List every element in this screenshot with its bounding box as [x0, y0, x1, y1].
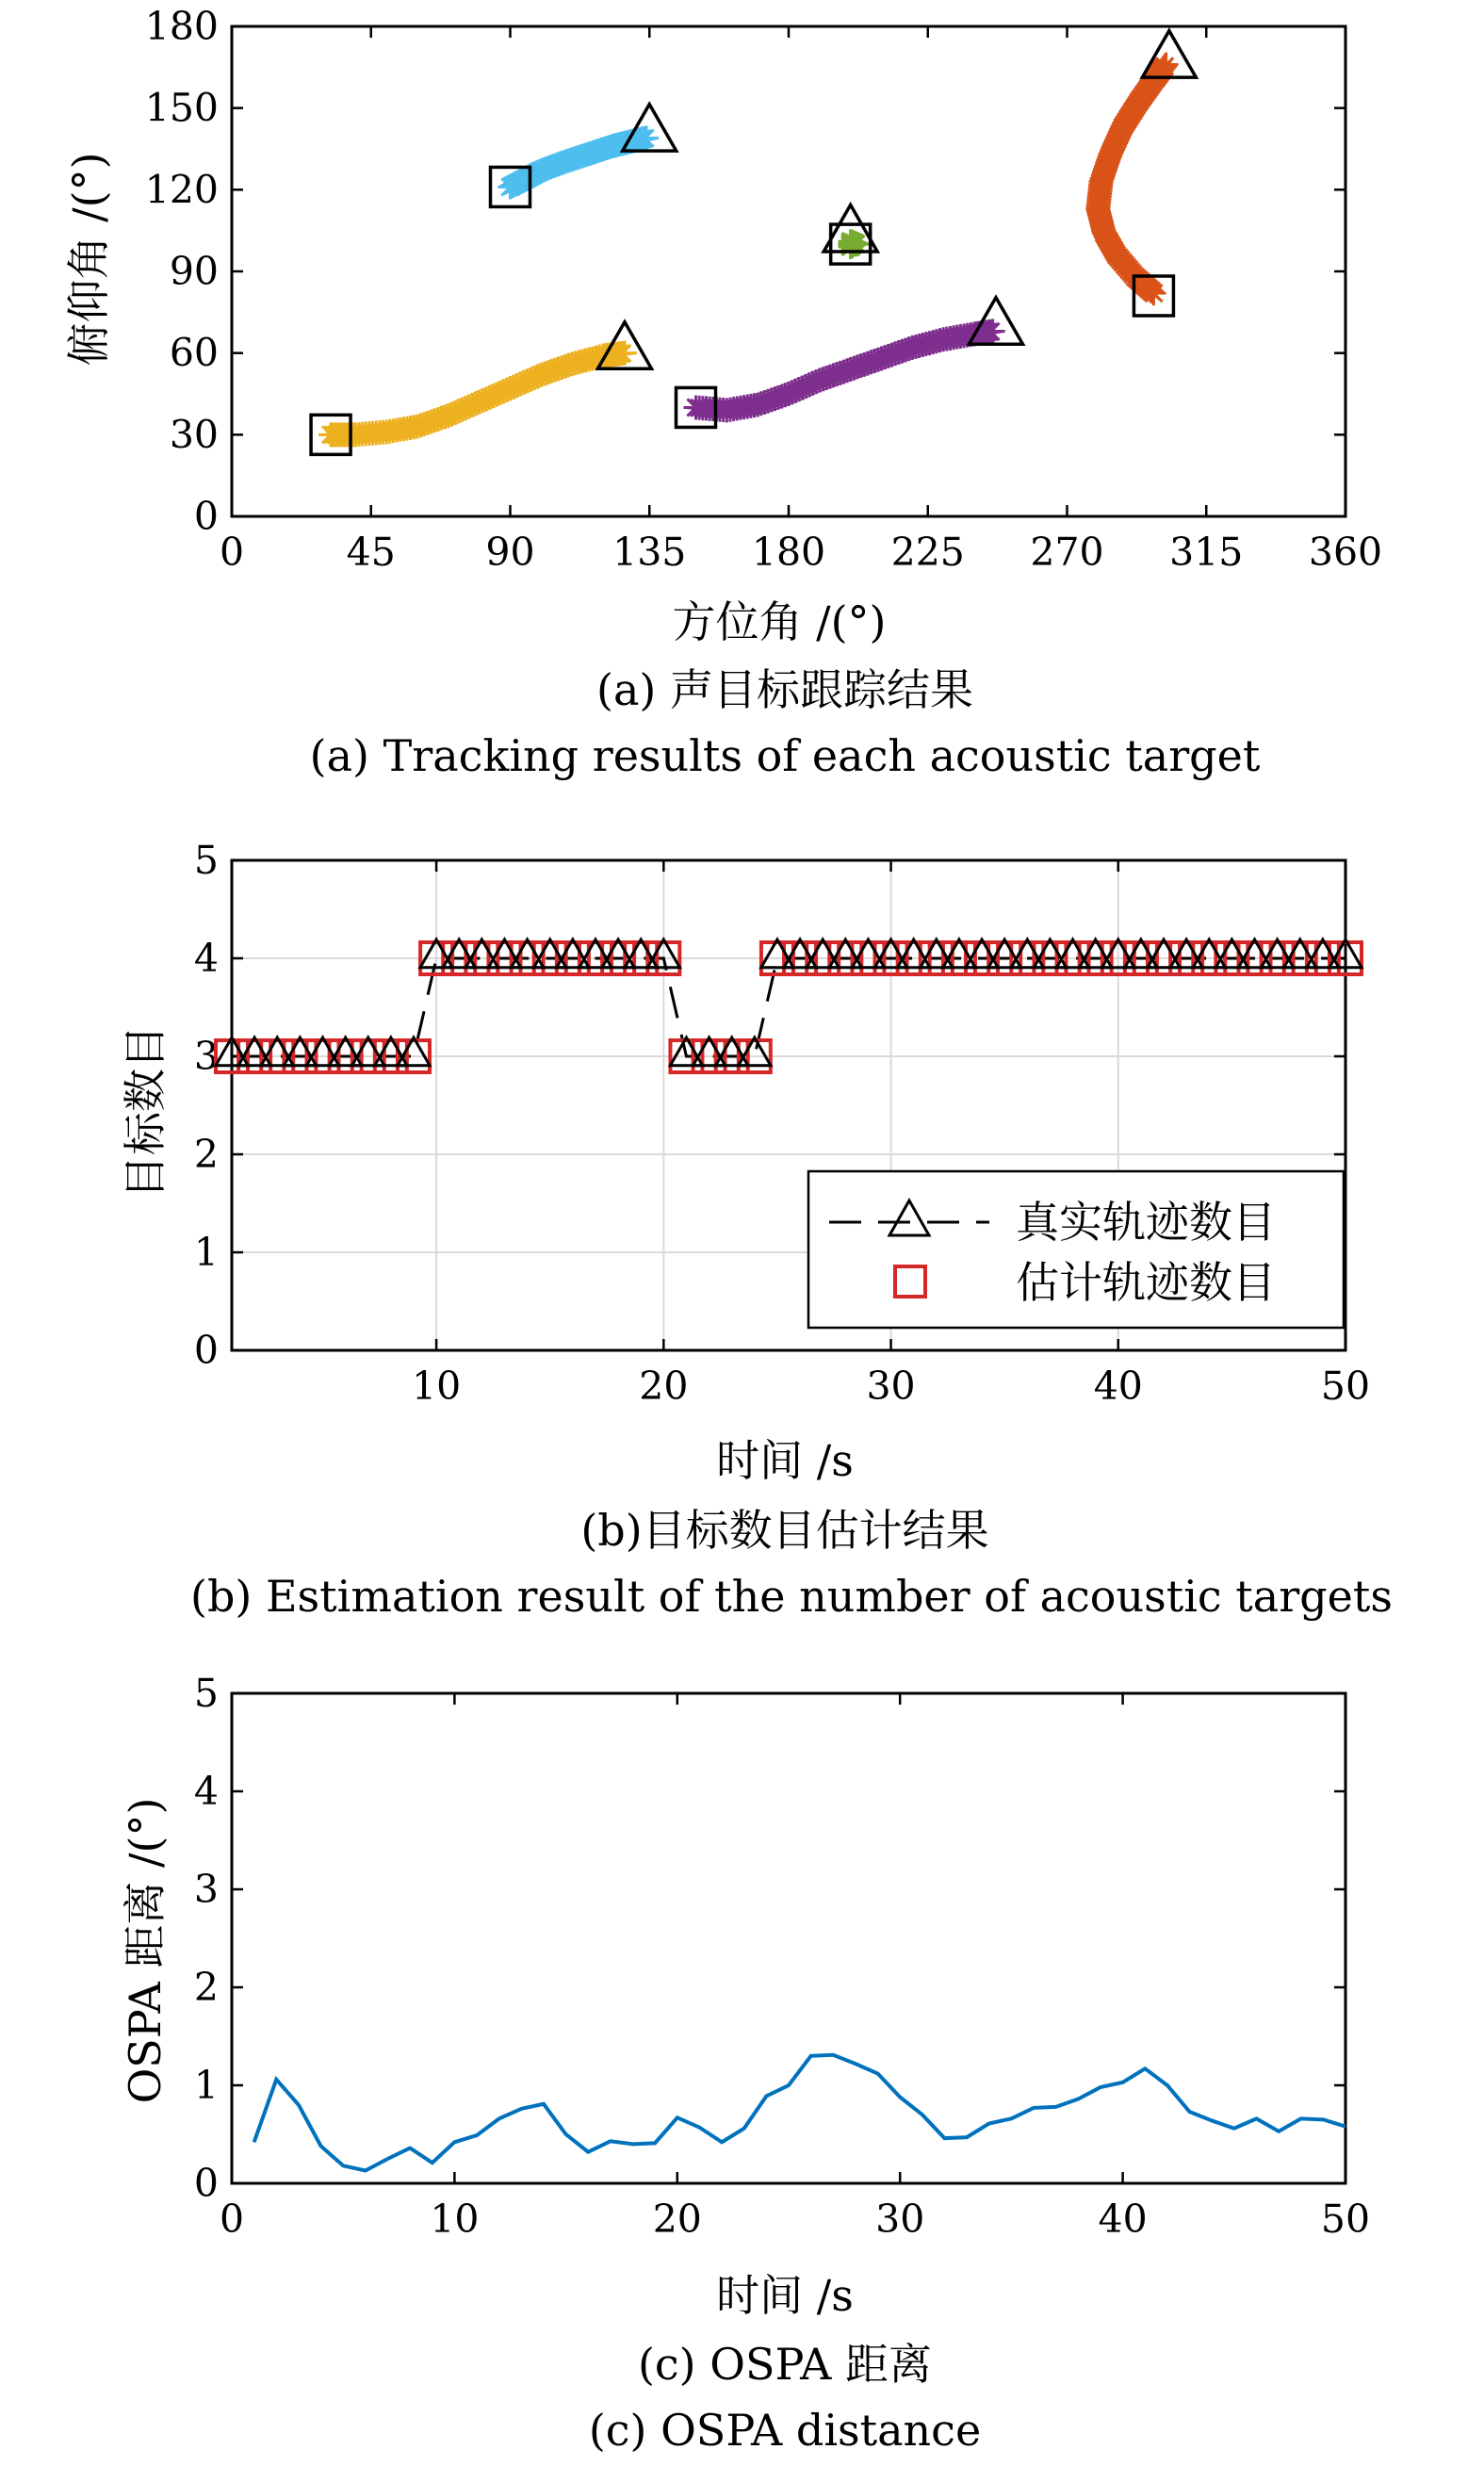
chart-a-xtick-label: 45 [346, 530, 396, 575]
chart-b-ytick-label: 2 [193, 1132, 219, 1177]
chart-a-xlabel: 方位角 /(°) [672, 596, 887, 647]
chart-a-xtick-label: 360 [1308, 530, 1383, 575]
chart-a-ytick-label: 150 [144, 85, 219, 131]
chart-a-ytick-label: 90 [169, 249, 219, 294]
chart-b-xlabel: 时间 /s [716, 1435, 854, 1486]
chart-a-caption-en: (a) Tracking results of each acoustic target [309, 730, 1261, 781]
chart-a-tracking [145, 4, 1382, 575]
chart-a-ytick-label: 60 [169, 330, 219, 376]
chart-b-xtick-label: 50 [1320, 1364, 1371, 1409]
chart-c-caption-cn: (c) OSPA 距离 [637, 2339, 933, 2390]
chart-c-xtick-label: 10 [430, 2197, 480, 2242]
chart-c-ytick-label: 5 [193, 1671, 219, 1716]
chart-a-xtick-label: 0 [219, 530, 245, 575]
legend-est-label: 估计轨迹数目 [1016, 1257, 1276, 1308]
chart-c-ytick-label: 4 [193, 1769, 219, 1814]
chart-c-xtick-label: 20 [652, 2197, 702, 2242]
chart-b-ytick-label: 1 [193, 1230, 219, 1275]
chart-c-xtick-label: 40 [1098, 2197, 1148, 2242]
chart-b-caption-en: (b) Estimation result of the number of acoustic targets [190, 1571, 1393, 1622]
chart-b-legend [808, 1171, 1344, 1328]
chart-c-ytick-label: 3 [193, 1867, 219, 1912]
chart-a-xtick-label: 225 [890, 530, 965, 575]
chart-b-ytick-label: 5 [193, 838, 219, 883]
legend-true-label: 真实轨迹数目 [1016, 1197, 1276, 1248]
chart-a-ytick-label: 180 [144, 4, 219, 49]
chart-a-caption-cn: (a) 声目标跟踪结果 [596, 664, 973, 715]
chart-a-xtick-label: 270 [1030, 530, 1104, 575]
chart-c-ytick-label: 2 [193, 1965, 219, 2010]
chart-c-xtick-label: 30 [875, 2197, 925, 2242]
chart-b-xtick-label: 30 [866, 1364, 916, 1409]
chart-a-ytick-label: 30 [169, 412, 219, 458]
chart-a-ytick-label: 120 [144, 167, 219, 213]
chart-b-ytick-label: 3 [193, 1034, 219, 1079]
chart-b-xtick-label: 20 [639, 1364, 689, 1409]
chart-b-ytick-label: 4 [193, 936, 219, 981]
chart-c-xtick-label: 50 [1320, 2197, 1371, 2242]
chart-c-ytick-label: 1 [193, 2063, 219, 2108]
chart-b-ytick-label: 0 [193, 1328, 219, 1373]
chart-b-caption-cn: (b)目标数目估计结果 [580, 1505, 989, 1556]
chart-b-xtick-label: 10 [412, 1364, 462, 1409]
chart-a-xtick-label: 135 [612, 530, 687, 575]
chart-a-ylabel: 俯仰角 /(°) [63, 152, 114, 367]
chart-c-caption-en: (c) OSPA distance [588, 2405, 982, 2456]
chart-a-xtick-label: 315 [1169, 530, 1244, 575]
chart-b-ylabel: 目标数目 [120, 1025, 171, 1199]
chart-b-xtick-label: 40 [1093, 1364, 1143, 1409]
chart-a-ytick-label: 0 [193, 494, 219, 539]
chart-c-xtick-label: 0 [219, 2197, 245, 2242]
chart-c-xlabel: 时间 /s [716, 2270, 854, 2321]
chart-c-ospa [194, 1671, 1370, 2242]
chart-c-ylabel: OSPA 距离 /(°) [120, 1797, 171, 2104]
chart-a-xtick-label: 90 [485, 530, 535, 575]
chart-c-ytick-label: 0 [193, 2161, 219, 2206]
chart-c-frame [232, 1693, 1345, 2183]
ospa-line [254, 2055, 1345, 2171]
chart-a-xtick-label: 180 [751, 530, 826, 575]
chart-a-frame [232, 26, 1345, 516]
